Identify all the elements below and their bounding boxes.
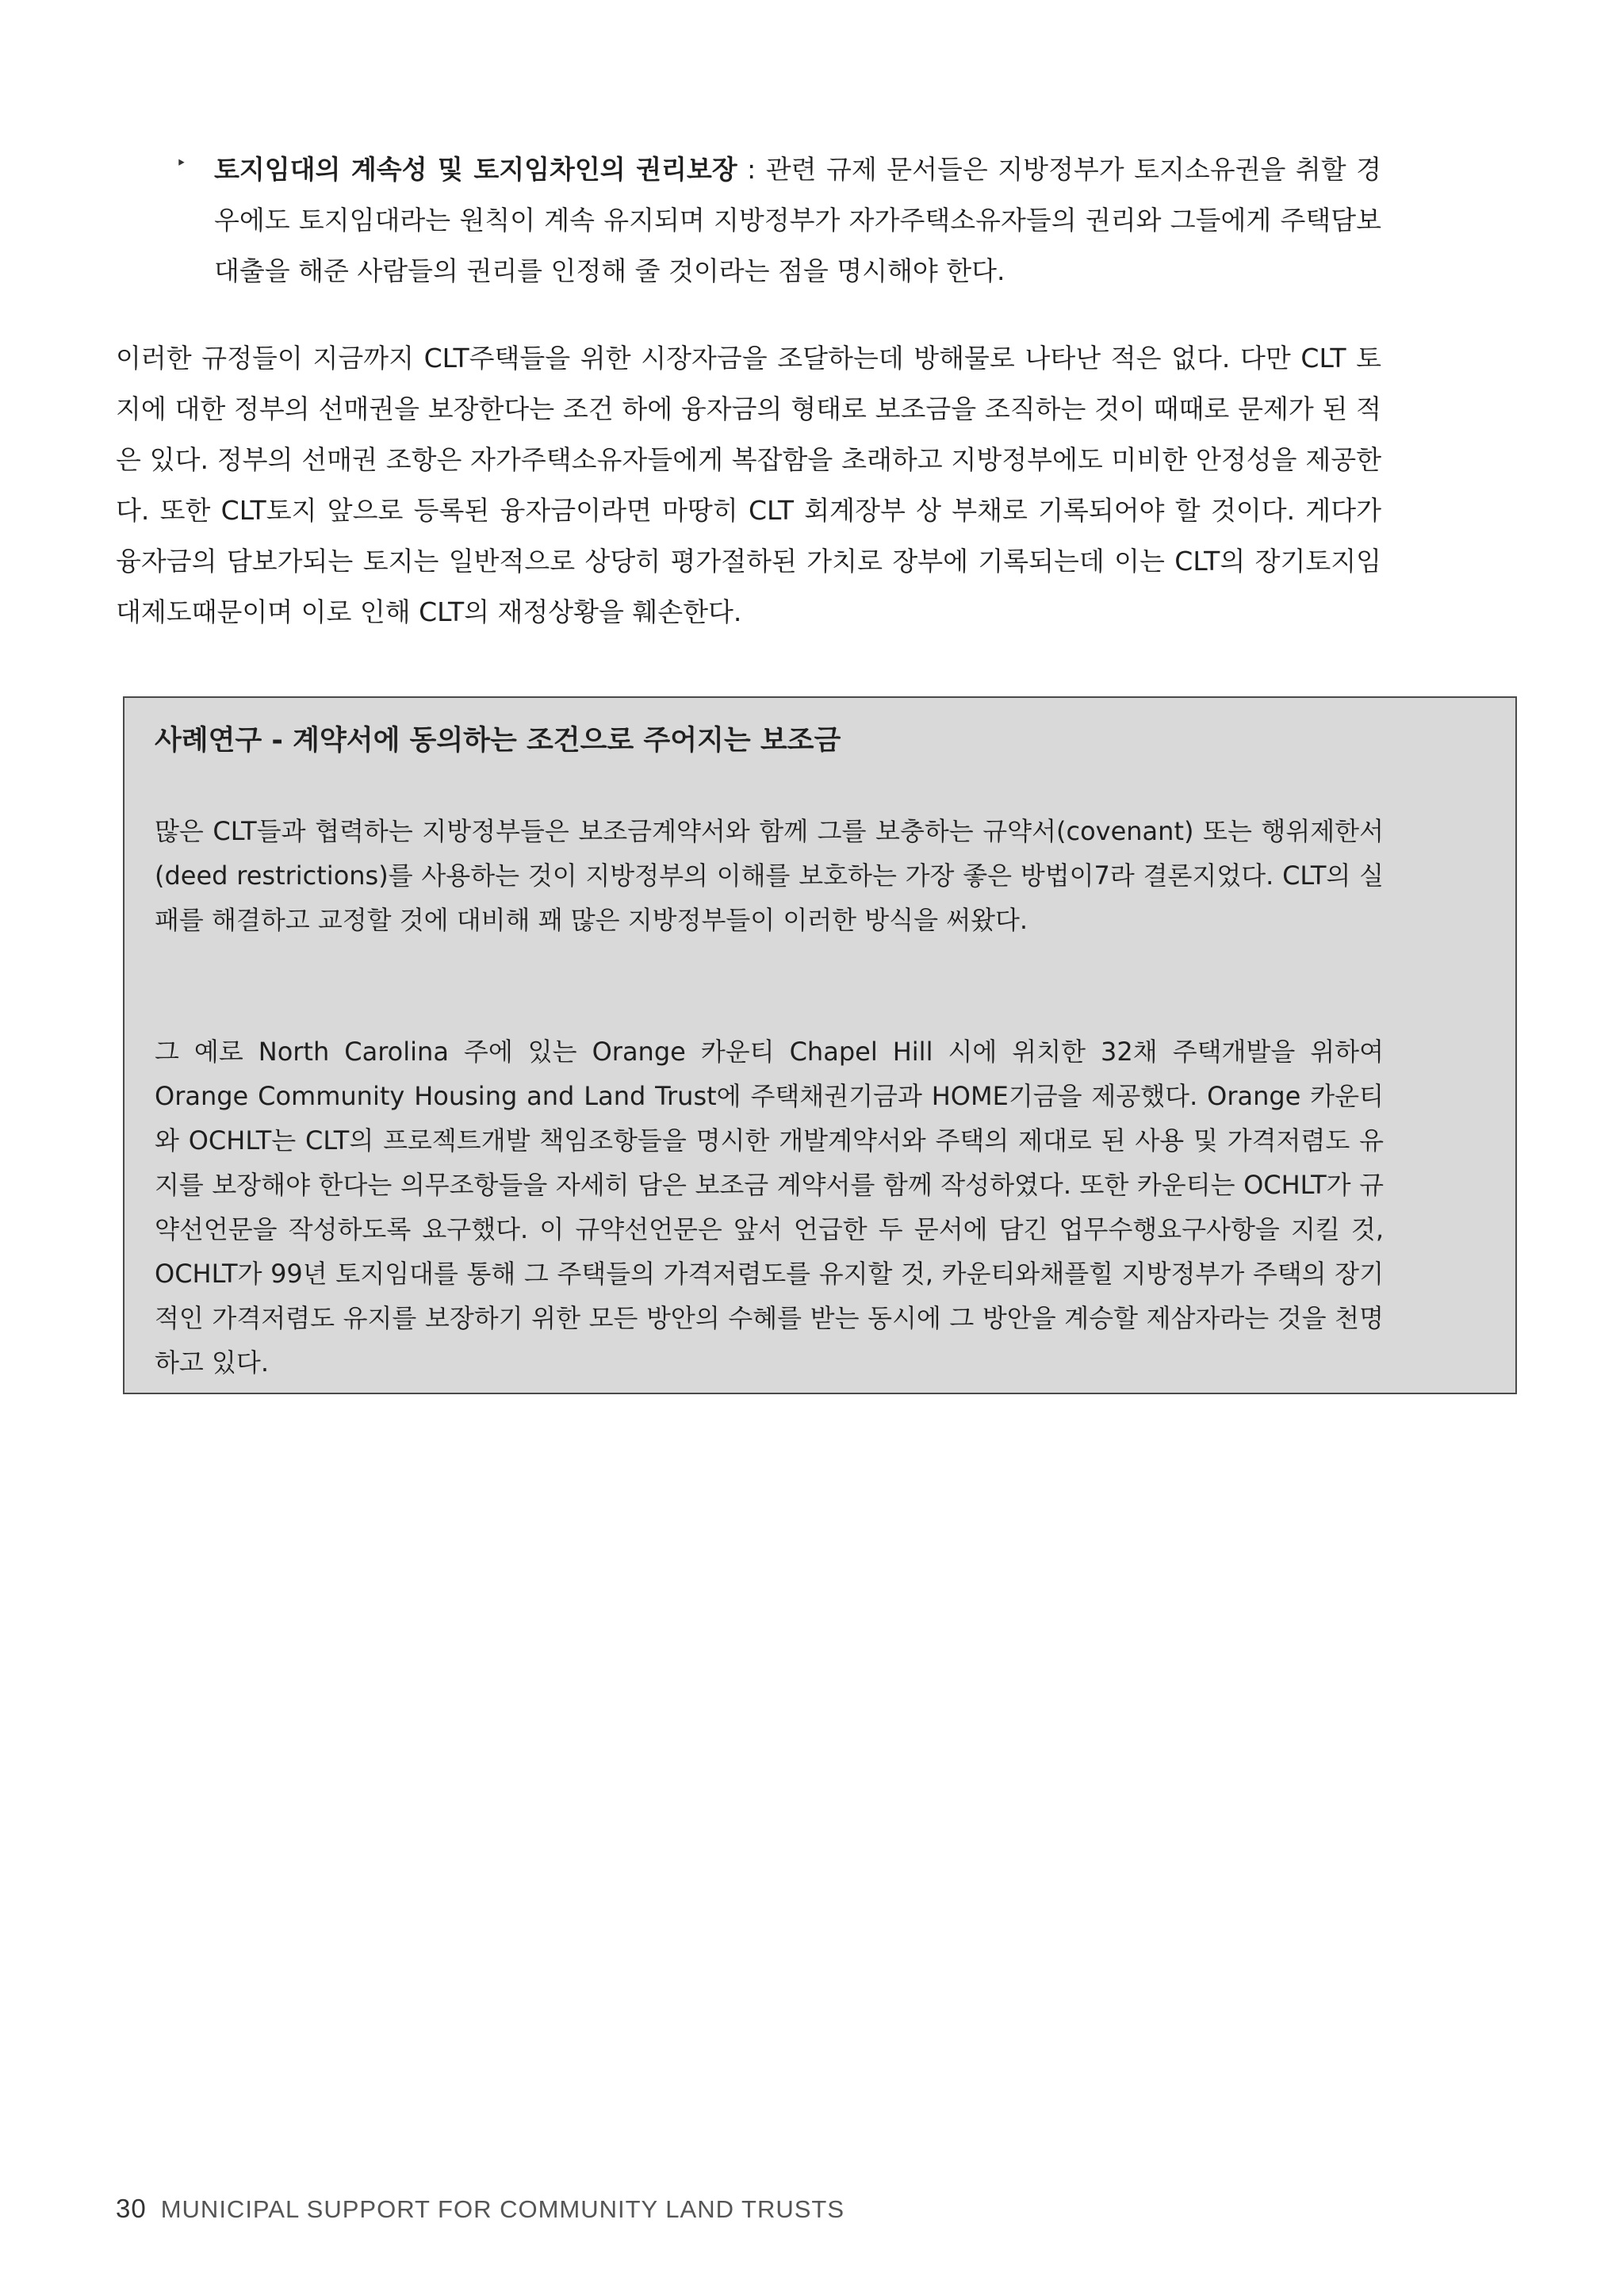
page-footer [116,2194,845,2224]
bullet-marker-icon: ‣ [176,154,186,174]
main-paragraph: 이러한 규정들이 지금까지 CLT주택들을 위한 시장자금을 조달하는데 방해물로 나타난 적은 없다. 다만 CLT 토지에 대한 정부의 선매권을 보장한다는 조건 하에 융자금의 형태로 보조금을 조직하는 것이 때때로 문제가 된 적은 있다. 정부의 선매권 조항은 자가주택소유자들에게 복잡함을 초래하고 지방정부에도 미비한 안정성을 제공한다. 또한 CLT토지 앞으로 등록된 융자금이라면 마땅히 CLT 회계장부 상 부채로 기록되어야 할 것이다. 게다가 융자금의 담보가되는 토지는 일반적으로 상당히 평가절하된 가치로 장부에 기록되는데 이는 CLT의 장기토지임대제도때문이며 이로 인해 CLT의 재정상황을 훼손한다. [116,343,1381,627]
case-study-paragraph-2: 그 예로 North Carolina 주에 있는 Orange 카운티 Chapel Hill 시에 위치한 32채 주택개발을 위하여 Orange Community Housing and Land Trust에 주택채권기금과 HOME기금을 제공했다. Orange 카운티와 OCHLT는 CLT의 프로젝트개발 책임조항들을 명시한 개발계약서와 주택의 제대로 된 사용 및 가격저렴도 유지를 보장해야 한다는 의무조항들을 자세히 담은 보조금 계약서를 함께 작성하였다. 또한 카운티는 OCHLT가 규약선언문을 작성하도록 요구했다. 이 규약선언문은 앞서 언급한 두 문서에 담긴 업무수행요구사항을 지킬 것, OCHLT가 99년 토지임대를 통해 그 주택들의 가격저렴도를 유지할 것, 카운티와채플힐 지방정부가 주택의 장기적인 가격저렴도 유지를 보장하기 위한 모든 방안의 수혜를 받는 동시에 그 방안을 계승할 제삼자라는 것을 천명하고 있다. [155,1037,1384,1378]
footer-title: MUNICIPAL SUPPORT FOR COMMUNITY LAND TRUSTS [160,2195,845,2223]
page-number: 30 [116,2194,147,2223]
bullet-body: : 관련 규제 문서들은 지방정부가 토지소유권을 취할 경우에도 토지임대라는 원칙이 계속 유지되며 지방정부가 자가주택소유자들의 권리와 그들에게 주택담보대출을 해준 사람들의 권리를 인정해 줄 것이라는 점을 명시해야 한다. [214,154,1381,286]
case-study-box [123,696,1517,1394]
bullet-heading: 토지임대의 계속성 및 토지임차인의 권리보장 [214,154,737,185]
bullet-item [176,144,1381,297]
case-study-title: 사례연구 - 계약서에 동의하는 조건으로 주어지는 보조금 [155,725,841,757]
case-study-paragraph-1: 많은 CLT들과 협력하는 지방정부들은 보조금계약서와 함께 그를 보충하는 규약서(covenant) 또는 행위제한서(deed restrictions)를 사용하는 것이 지방정부의 이해를 보호하는 가장 좋은 방법이7라 결론지었다. CLT의 실패를 해결하고 교정할 것에 대비해 꽤 많은 지방정부들이 이러한 방식을 써왔다. [155,816,1384,935]
bullet-text [214,144,1381,297]
